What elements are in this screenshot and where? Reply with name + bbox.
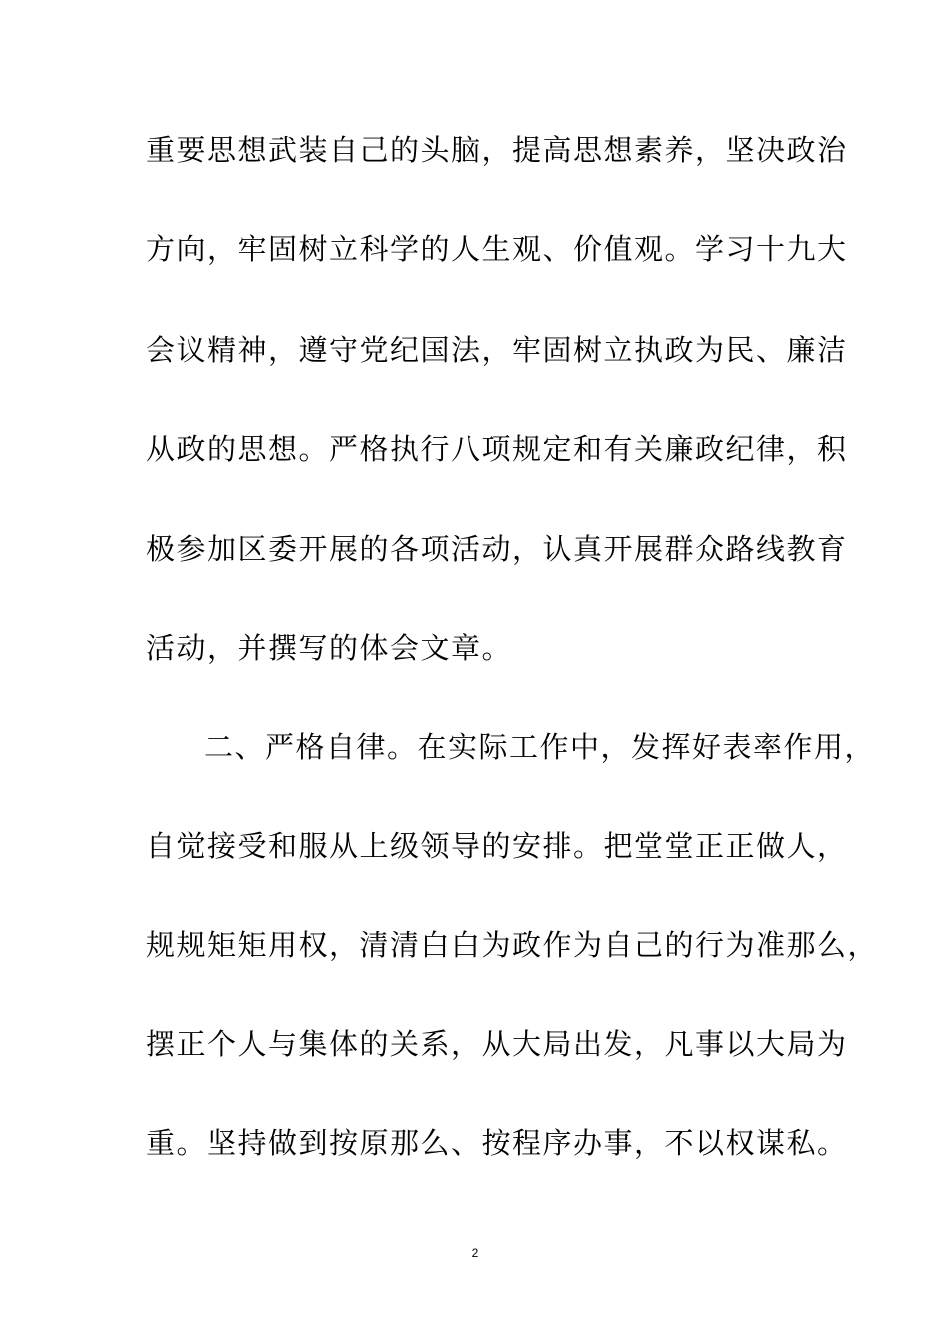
text-line: 摆正个人与集体的关系，从大局出发，凡事以大局为 — [146, 1027, 848, 1061]
text-line: 从政的思想。严格执行八项规定和有关廉政纪律，积 — [146, 432, 848, 466]
text-line: 会议精神，遵守党纪国法，牢固树立执政为民、廉洁 — [146, 333, 848, 367]
text-line: 活动，并撰写的体会文章。 — [146, 631, 513, 665]
text-line: 极参加区委开展的各项活动，认真开展群众路线教育 — [146, 532, 848, 566]
page-number: 2 — [471, 1246, 479, 1260]
paragraph-heading-line: 二、严格自律。在实际工作中，发挥好表率作用， — [204, 730, 876, 764]
text-line: 重要思想武装自己的头脑，提高思想素养，坚决政治 — [146, 133, 848, 167]
text-line: 规规矩矩用权，清清白白为政作为自己的行为准那么， — [146, 928, 879, 962]
text-line: 方向，牢固树立科学的人生观、价值观。学习十九大 — [146, 232, 848, 266]
text-line: 自觉接受和服从上级领导的安排。把堂堂正正做人， — [146, 829, 848, 863]
text-line: 重。坚持做到按原那么、按程序办事，不以权谋私。 — [146, 1126, 848, 1160]
